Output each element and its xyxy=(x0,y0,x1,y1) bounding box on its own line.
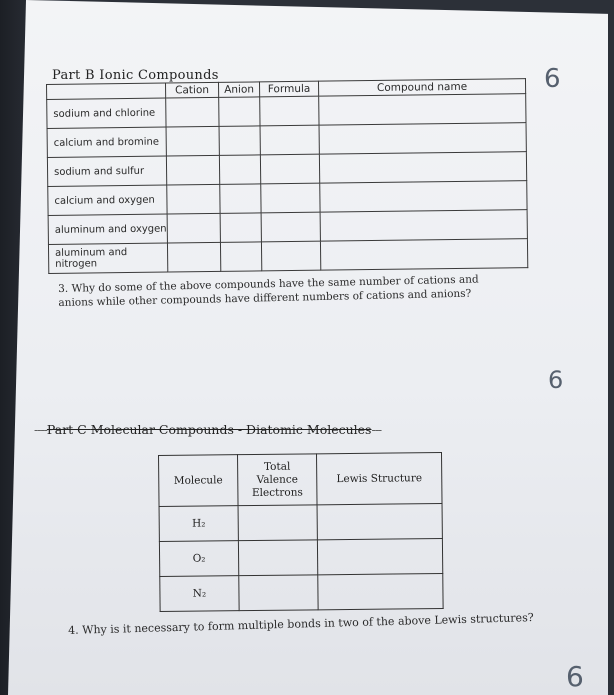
anion-cell[interactable] xyxy=(220,242,261,271)
part-b-title: Part B Ionic Compounds xyxy=(52,68,219,83)
header-molecule: Molecule xyxy=(159,455,239,507)
valence-cell[interactable] xyxy=(238,505,317,541)
handwritten-mark: 6 xyxy=(566,660,584,693)
valence-cell[interactable] xyxy=(239,575,318,611)
header-valence-electrons xyxy=(238,454,318,506)
cation-cell[interactable] xyxy=(167,242,220,272)
cation-cell[interactable] xyxy=(166,155,219,185)
formula-cell[interactable] xyxy=(260,154,319,184)
compound-name-cell[interactable] xyxy=(319,152,526,184)
header-cation: Cation xyxy=(165,82,218,98)
anion-cell[interactable] xyxy=(219,97,260,126)
compound-name-cell[interactable] xyxy=(320,210,527,242)
formula-cell[interactable] xyxy=(260,125,319,155)
compound-name-cell[interactable] xyxy=(319,94,526,126)
header-lewis-structure: Lewis Structure xyxy=(316,453,442,505)
header-formula: Formula xyxy=(259,81,318,97)
ionic-compounds-table xyxy=(46,78,528,274)
cation-cell[interactable] xyxy=(167,184,220,214)
formula-cell[interactable] xyxy=(260,96,319,126)
header-valence-line-1: Total xyxy=(263,460,291,473)
header-compound-name: Compound name xyxy=(318,79,525,97)
table-row xyxy=(48,239,527,274)
anion-cell[interactable] xyxy=(220,184,261,213)
question-3: 3. Why do some of the above compounds have the same number of cations and anions while other compounds have different numbers of cations and anions? xyxy=(58,273,479,309)
anion-cell[interactable] xyxy=(219,155,260,184)
formula-cell[interactable] xyxy=(261,241,320,271)
part-c-label: Part C xyxy=(46,422,91,437)
header-blank xyxy=(47,83,166,99)
anion-cell[interactable] xyxy=(220,213,261,242)
header-valence-line-3: Electrons xyxy=(251,485,303,499)
compound-name-cell[interactable] xyxy=(319,123,526,155)
anion-cell[interactable] xyxy=(219,126,260,155)
molecule-cell: H₂ xyxy=(159,506,238,542)
lewis-cell[interactable] xyxy=(317,504,442,540)
row-label: calcium and bromine xyxy=(47,127,166,157)
lewis-cell[interactable] xyxy=(317,539,442,575)
handwritten-mark: 6 xyxy=(548,366,564,394)
cation-cell[interactable] xyxy=(166,97,219,127)
compound-name-cell[interactable] xyxy=(320,239,527,271)
table-header-row xyxy=(159,453,443,507)
molecule-cell: N₂ xyxy=(160,576,239,612)
row-label: calcium and oxygen xyxy=(48,185,167,215)
formula-cell[interactable] xyxy=(261,212,320,242)
diatomic-molecules-table xyxy=(158,452,444,612)
part-c-title xyxy=(34,422,381,437)
formula-cell[interactable] xyxy=(261,183,320,213)
question-4: 4. Why is it necessary to form multiple bonds in two of the above Lewis structures? xyxy=(68,610,534,637)
header-anion: Anion xyxy=(218,82,259,97)
row-label: aluminum and oxygen xyxy=(48,214,167,244)
molecule-cell: O₂ xyxy=(159,541,238,577)
lewis-cell[interactable] xyxy=(318,574,443,610)
handwritten-mark: 6 xyxy=(544,64,561,94)
compound-name-cell[interactable] xyxy=(320,181,527,213)
row-label: aluminum and nitrogen xyxy=(48,243,167,273)
part-c-heading: Molecular Compounds - Diatomic Molecules xyxy=(90,422,372,437)
part-c-dash-left: ---- xyxy=(34,422,47,437)
table-row xyxy=(160,574,443,612)
table-row xyxy=(159,539,442,577)
part-c-dash-right: --- xyxy=(371,422,382,437)
cation-cell[interactable] xyxy=(166,126,219,156)
row-label: sodium and sulfur xyxy=(47,156,166,186)
row-label: sodium and chlorine xyxy=(47,98,166,128)
header-valence-line-2: Valence xyxy=(256,473,298,486)
table-row xyxy=(159,504,442,542)
valence-cell[interactable] xyxy=(238,540,317,576)
cation-cell[interactable] xyxy=(167,213,220,243)
